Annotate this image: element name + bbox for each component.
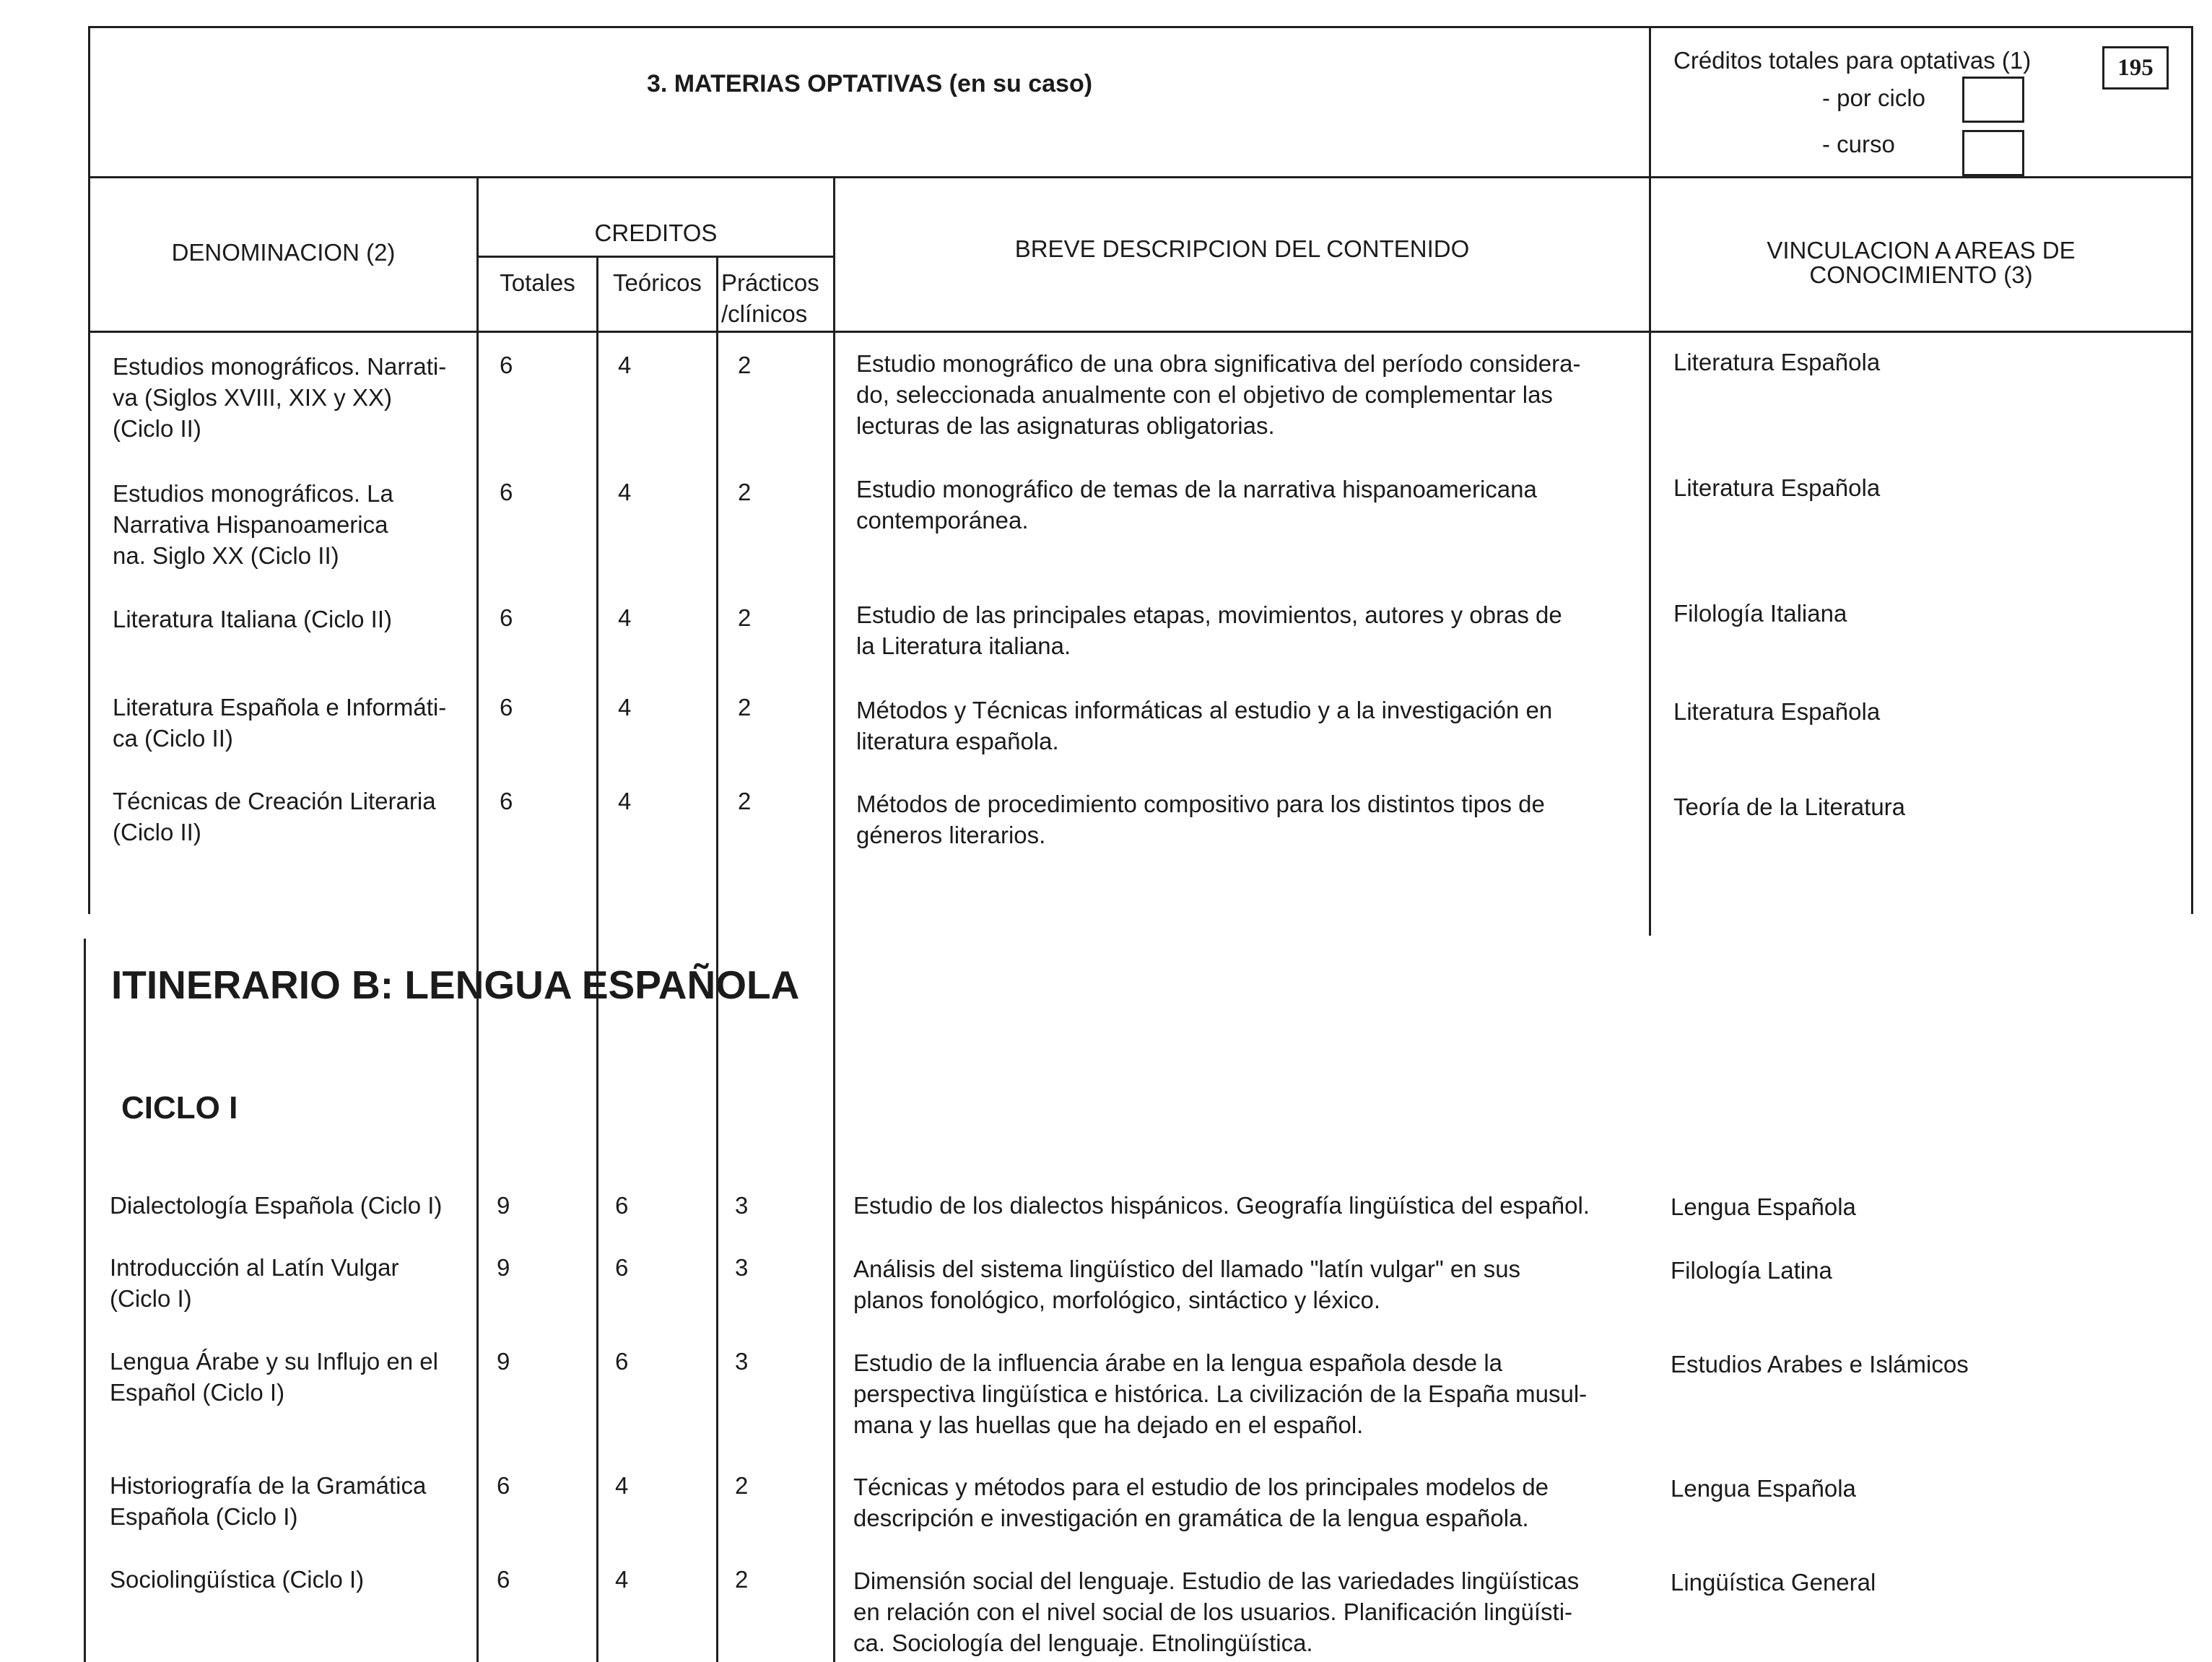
ciclo-heading: CICLO I — [121, 1090, 238, 1126]
col-header-denominacion: DENOMINACION (2) — [171, 239, 396, 266]
itinerario-heading: ITINERARIO B: LENGUA ESPAÑOLA — [111, 962, 800, 1007]
row-a1-teoricos: 4 — [618, 352, 632, 378]
row-b3-area: Estudios Arabes e Islámicos — [1671, 1351, 1969, 1378]
row-a4-practicos: 2 — [738, 694, 752, 721]
col-header-practicos-line1: Prácticos — [721, 269, 819, 296]
row-a5-area: Teoría de la Literatura — [1673, 793, 1906, 820]
row-b2-teoricos: 6 — [615, 1254, 629, 1281]
row-a5-totales: 6 — [500, 788, 513, 814]
row-a1-denominacion: Estudios monográficos. Narrati- va (Siglos XVIII, XIX y XX) (Ciclo II) — [113, 353, 447, 442]
row-a3-descripcion: Estudio de las principales etapas, movimientos, autores y obras de la Literatura italiana. — [856, 601, 1562, 659]
row-a3-teoricos: 4 — [618, 604, 632, 631]
row-a4-totales: 6 — [500, 694, 513, 721]
column-header-bottom-border — [88, 331, 2193, 333]
row-b1-totales: 9 — [497, 1192, 510, 1219]
table-left-border-lower — [84, 939, 86, 1662]
col-header-totales: Totales — [500, 269, 575, 296]
col-header-practicos-line2: /clínicos — [721, 300, 808, 327]
col-teoricos-divider — [716, 256, 718, 1662]
col-header-practicos — [721, 267, 833, 329]
col-header-vinculacion-line1: VINCULACION A AREAS DE — [1767, 237, 2076, 264]
row-a2-denominacion: Estudios monográficos. La Narrativa Hispanoamerica na. Siglo XX (Ciclo II) — [113, 480, 393, 569]
row-b3-totales: 9 — [497, 1348, 510, 1375]
row-a4-area: Literatura Española — [1673, 698, 1881, 725]
row-b1-denominacion: Dialectología Española (Ciclo I) — [110, 1192, 443, 1219]
row-b4-descripcion: Técnicas y métodos para el estudio de los principales modelos de descripción e investigación en gramática de la lengua española. — [853, 1474, 1549, 1531]
col-denominacion-divider — [476, 176, 479, 1662]
row-b4-denominacion: Historiografía de la Gramática Española (Ciclo I) — [110, 1472, 427, 1530]
row-a1-descripcion: Estudio monográfico de una obra significativa del período considera- do, seleccionada anualmente con el objetivo de complementar las lecturas de las asignaturas obligatorias. — [856, 350, 1581, 439]
por-ciclo-label: - por ciclo — [1822, 84, 1926, 111]
por-ciclo-input-box[interactable] — [1962, 77, 2024, 123]
creditos-subheader-line — [478, 256, 835, 258]
row-a4-teoricos: 4 — [618, 694, 632, 721]
row-a3-area: Filología Italiana — [1673, 600, 1847, 627]
row-b5-teoricos: 4 — [615, 1566, 629, 1593]
col-header-creditos: CREDITOS — [594, 219, 718, 246]
col-header-vinculacion-line2: CONOCIMIENTO (3) — [1809, 261, 2033, 288]
row-a5-teoricos: 4 — [618, 788, 632, 814]
row-a2-descripcion: Estudio monográfico de temas de la narrativa hispanoamericana contemporánea. — [856, 476, 1537, 534]
credits-box-divider — [1649, 26, 1651, 936]
credits-total-label: Créditos totales para optativas (1) — [1673, 47, 2032, 74]
row-b1-teoricos: 6 — [615, 1192, 629, 1219]
row-b4-practicos: 2 — [735, 1472, 749, 1499]
row-b2-practicos: 3 — [735, 1254, 749, 1281]
curso-label: - curso — [1822, 131, 1895, 157]
page-number-box — [2102, 46, 2169, 90]
col-header-teoricos: Teóricos — [613, 269, 702, 296]
table-right-border — [2191, 26, 2193, 914]
row-b2-denominacion: Introducción al Latín Vulgar (Ciclo I) — [110, 1254, 399, 1312]
row-a1-area: Literatura Española — [1673, 349, 1881, 375]
col-totales-divider — [596, 256, 598, 1662]
row-b3-teoricos: 6 — [615, 1348, 629, 1375]
row-a1-totales: 6 — [500, 352, 513, 378]
row-a1-practicos: 2 — [738, 352, 752, 378]
row-a4-descripcion: Métodos y Técnicas informáticas al estudio y a la investigación en literatura española. — [856, 697, 1553, 754]
row-a4-denominacion: Literatura Española e Informáti- ca (Ciclo II) — [113, 694, 447, 752]
row-b4-totales: 6 — [497, 1472, 510, 1499]
row-b4-area: Lengua Española — [1671, 1475, 1856, 1502]
row-a2-totales: 6 — [500, 479, 513, 505]
row-b5-totales: 6 — [497, 1566, 510, 1593]
row-a3-practicos: 2 — [738, 604, 752, 631]
row-b2-descripcion: Análisis del sistema lingüístico del llamado "latín vulgar" en sus planos fonológico, morfológico, sintáctico y léxico. — [853, 1256, 1521, 1313]
row-a5-denominacion: Técnicas de Creación Literaria (Ciclo II) — [113, 788, 436, 845]
row-b2-totales: 9 — [497, 1254, 510, 1281]
page-number: 195 — [2117, 54, 2154, 81]
col-header-descripcion: BREVE DESCRIPCION DEL CONTENIDO — [1014, 235, 1470, 262]
row-b2-area: Filología Latina — [1671, 1257, 1832, 1284]
col-header-vinculacion — [1651, 238, 2191, 287]
row-b3-descripcion: Estudio de la influencia árabe en la lengua española desde la perspectiva lingüística e histórica. La civilización de la España musul- mana y las huellas que ha dejado en el español. — [853, 1349, 1588, 1438]
row-b1-area: Lengua Española — [1671, 1193, 1856, 1220]
curso-input-box[interactable] — [1962, 130, 2024, 176]
row-b1-descripcion: Estudio de los dialectos hispánicos. Geografía lingüística del español. — [853, 1192, 1590, 1219]
row-b3-denominacion: Lengua Árabe y su Influjo en el Español (Ciclo I) — [110, 1348, 438, 1406]
row-b5-denominacion: Sociolingüística (Ciclo I) — [110, 1566, 365, 1593]
table-top-border — [88, 26, 2193, 28]
row-b3-practicos: 3 — [735, 1348, 749, 1375]
row-a2-teoricos: 4 — [618, 479, 632, 505]
row-b5-practicos: 2 — [735, 1566, 749, 1593]
row-a3-totales: 6 — [500, 604, 513, 631]
row-a3-denominacion: Literatura Italiana (Ciclo II) — [113, 606, 392, 632]
section-title: 3. MATERIAS OPTATIVAS (en su caso) — [646, 70, 1093, 97]
row-a2-practicos: 2 — [738, 479, 752, 505]
row-b5-descripcion: Dimensión social del lenguaje. Estudio de las variedades lingüísticas en relación con el nivel social de los usuarios. Planificación lingüísti- ca. Sociología del lenguaje. Etnolingüística. — [853, 1567, 1580, 1656]
table-left-border — [88, 26, 90, 914]
row-b4-teoricos: 4 — [615, 1472, 629, 1499]
row-a2-area: Literatura Española — [1673, 474, 1881, 501]
row-b1-practicos: 3 — [735, 1192, 749, 1219]
row-a5-descripcion: Métodos de procedimiento compositivo para los distintos tipos de géneros literarios. — [856, 791, 1545, 848]
col-practicos-divider — [833, 176, 835, 1662]
row-b5-area: Lingüística General — [1671, 1569, 1876, 1596]
row-a5-practicos: 2 — [738, 788, 752, 814]
header-row-divider — [88, 176, 2193, 178]
